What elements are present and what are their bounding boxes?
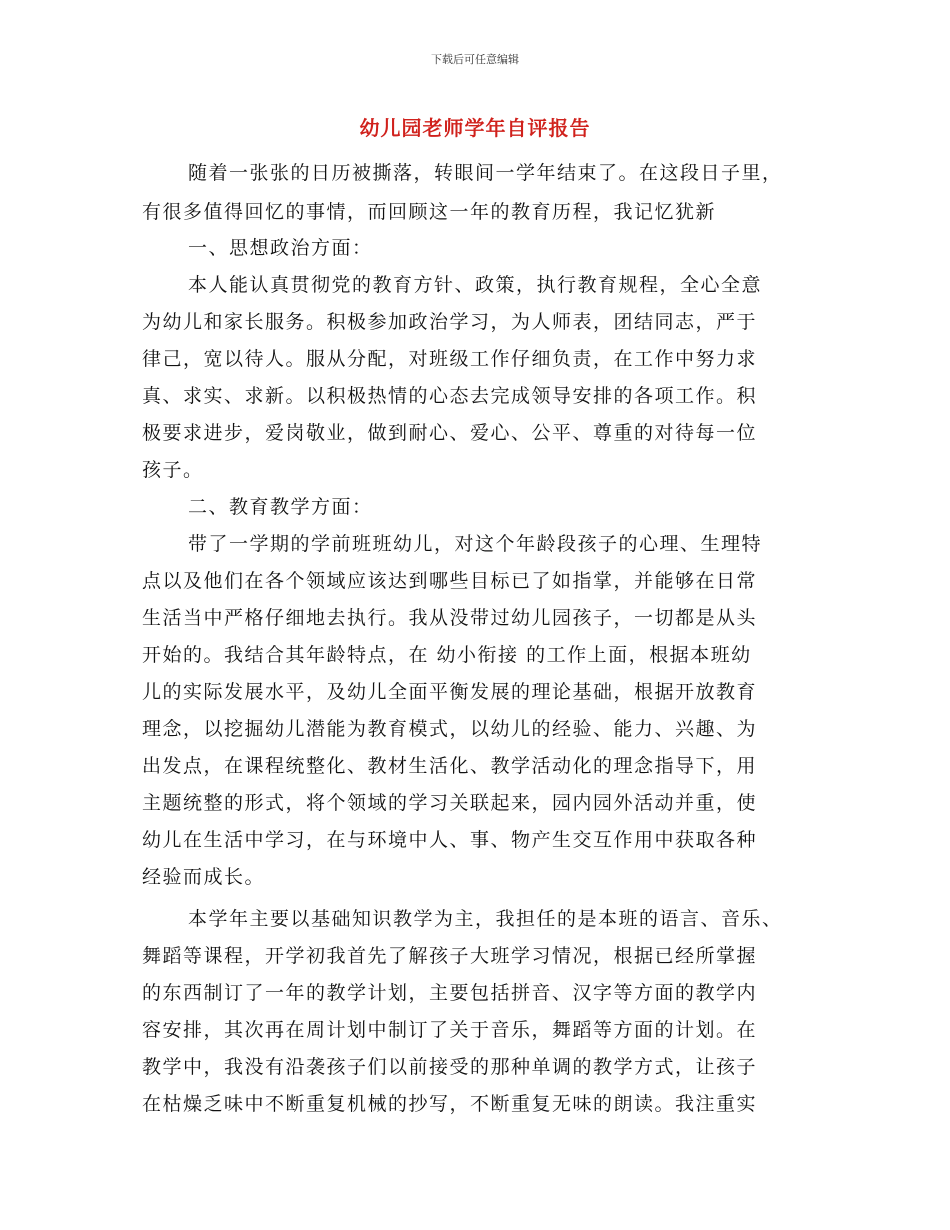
text-line: 容安排，其次再在周计划中制订了关于音乐，舞蹈等方面的计划。在	[142, 1019, 758, 1041]
text-line: 为幼儿和家长服务。积极参加政治学习，为人师表，团结同志，严于	[142, 311, 758, 333]
text-line: 的东西制订了一年的教学计划，主要包括拼音、汉字等方面的教学内	[142, 982, 758, 1004]
document-title: 幼儿园老师学年自评报告	[359, 116, 591, 140]
text-line: 出发点，在课程统整化、教材生活化、教学活动化的理念指导下，用	[142, 755, 758, 777]
text-line: 真、求实、求新。以积极热情的心态去完成领导安排的各项工作。积	[142, 385, 758, 407]
section-heading: 二、教育教学方面：	[188, 496, 373, 518]
text-line: 生活当中严格仔细地去执行。我从没带过幼儿园孩子，一切都是从头	[142, 607, 758, 629]
text-line: 主题统整的形式，将个领域的学习关联起来，园内园外活动并重，使	[142, 792, 758, 814]
text-line: 孩子。	[142, 459, 204, 481]
text-line: 舞蹈等课程，开学初我首先了解孩子大班学习情况，根据已经所掌握	[142, 945, 758, 967]
text-line: 在枯燥乏味中不断重复机械的抄写，不断重复无味的朗读。我注重实	[142, 1093, 758, 1115]
text-line: 本学年主要以基础知识教学为主，我担任的是本班的语言、音乐、	[188, 908, 783, 930]
text-line: 儿的实际发展水平，及幼儿全面平衡发展的理论基础，根据开放教育	[142, 681, 758, 703]
text-line: 经验而成长。	[142, 866, 266, 888]
text-line: 理念，以挖掘幼儿潜能为教育模式，以幼儿的经验、能力、兴趣、为	[142, 718, 758, 740]
section-heading: 一、思想政治方面：	[188, 237, 373, 259]
text-line: 开始的。我结合其年龄特点，在 幼小衔接 的工作上面，根据本班幼	[142, 644, 752, 666]
text-line: 本人能认真贯彻党的教育方针、政策，执行教育规程，全心全意	[188, 274, 763, 296]
text-line: 极要求进步，爱岗敬业，做到耐心、爱心、公平、尊重的对待每一位	[142, 422, 758, 444]
text-line: 点以及他们在各个领域应该达到哪些目标已了如指掌，并能够在日常	[142, 570, 758, 592]
text-line: 带了一学期的学前班班幼儿，对这个年龄段孩子的心理、生理特	[188, 533, 763, 555]
text-line: 律己，宽以待人。服从分配，对班级工作仔细负责，在工作中努力求	[142, 348, 758, 370]
page-header: 下载后可任意编辑	[431, 53, 519, 66]
text-line: 随着一张张的日历被撕落，转眼间一学年结束了。在这段日子里，	[188, 162, 783, 184]
text-line: 教学中，我没有沿袭孩子们以前接受的那种单调的教学方式，让孩子	[142, 1056, 758, 1078]
text-line: 幼儿在生活中学习，在与环境中人、事、物产生交互作用中获取各种	[142, 829, 758, 851]
text-line: 有很多值得回忆的事情，而回顾这一年的教育历程，我记忆犹新	[142, 201, 717, 223]
